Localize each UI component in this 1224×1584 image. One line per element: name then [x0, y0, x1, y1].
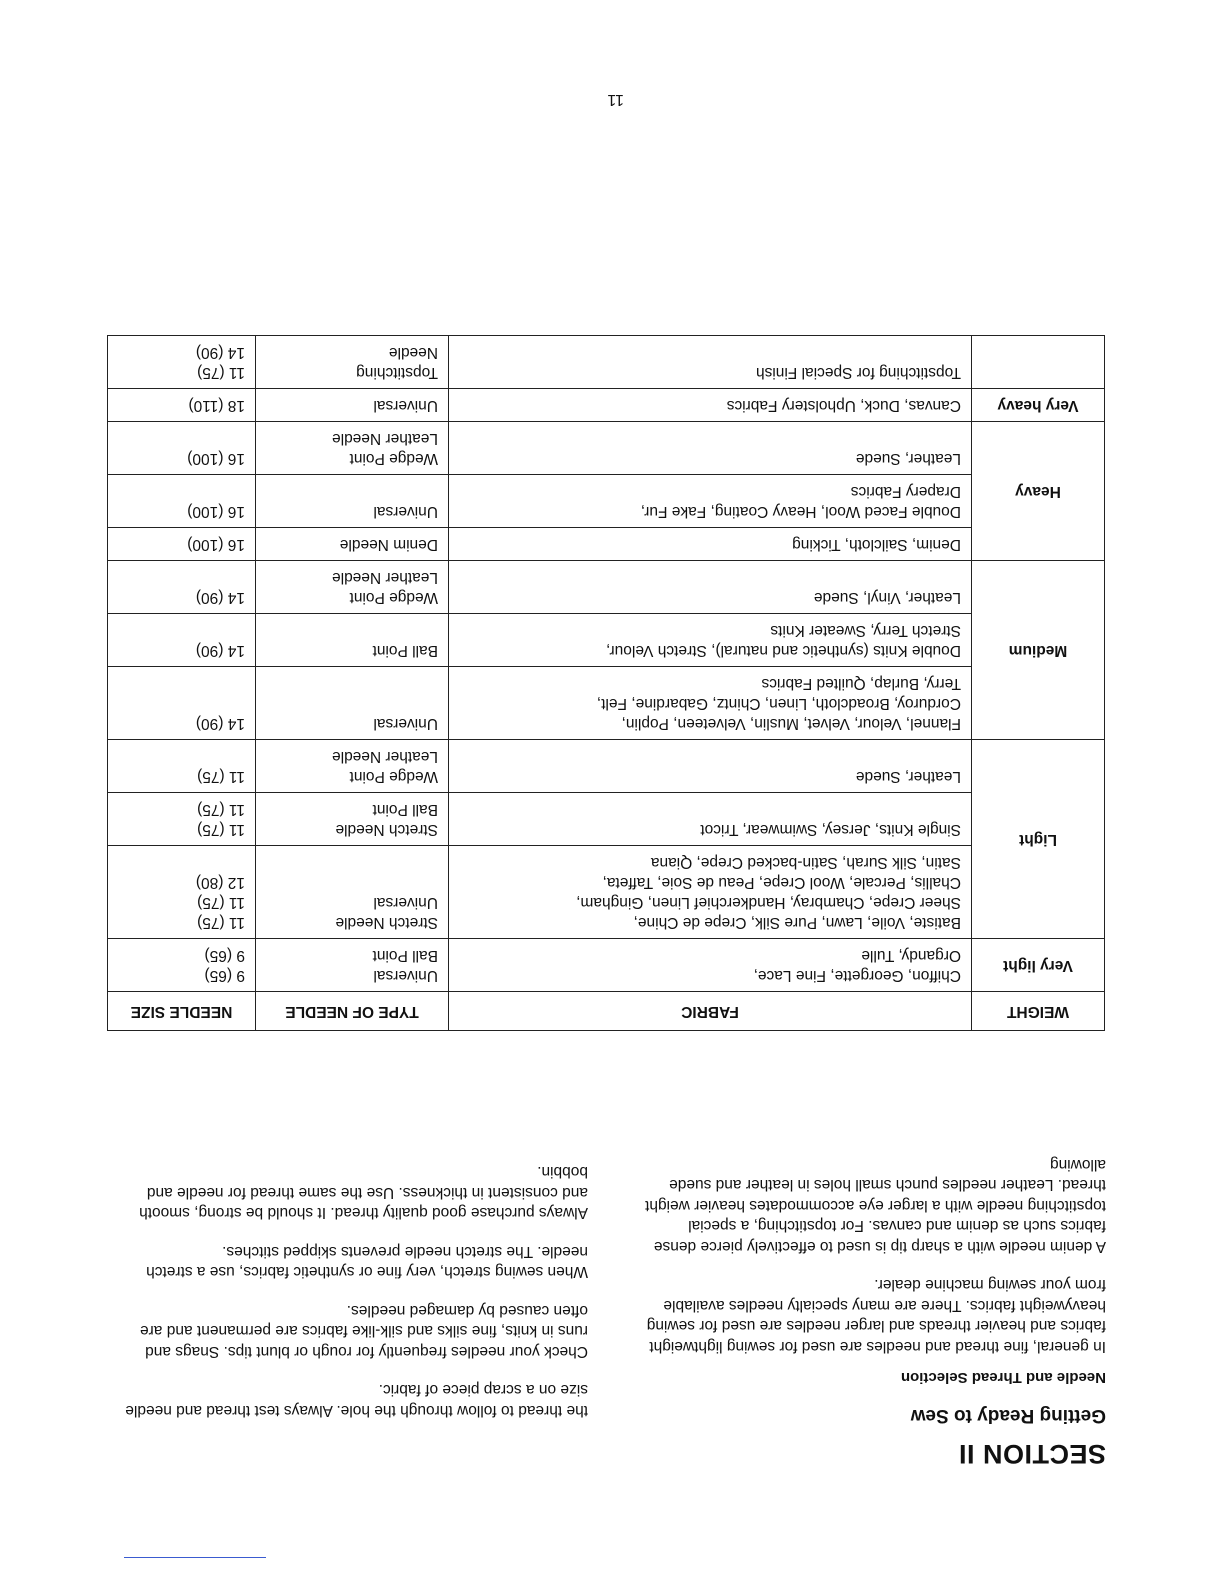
needle-type-cell-line: Leather Needle: [332, 430, 438, 447]
needle-type-cell: [256, 939, 449, 992]
section-heading: Needle and Thread Selection: [900, 1369, 1106, 1386]
table-row: [108, 389, 1105, 422]
needle-size-cell-line: 11 (75): [197, 821, 245, 838]
table-row: [108, 422, 1105, 475]
paragraph: In general, fine thread and needles are used for sewing lightweight fabrics and heavier threads and larger needles are used for sewing heavyweight fabrics. There are many specialty needles available from your sewing machine dealer.: [646, 1276, 1106, 1355]
needle-type-cell: [256, 336, 449, 389]
needle-type-cell-line: Stretch Needle: [335, 914, 438, 931]
fabric-cell-line: Single Knits, Jersey, Swimwear, Tricot: [700, 821, 961, 838]
needle-type-cell-line: Ball Point: [372, 642, 438, 659]
left-column: [636, 1136, 1106, 1357]
needle-type-cell-line: Universal: [373, 715, 438, 732]
fabric-cell-line: Double Knits (synthetic and natural), Stretch Velour,: [606, 642, 961, 659]
needle-type-cell-line: Denim Needle: [339, 536, 438, 553]
table-row: [108, 475, 1105, 528]
needle-size-cell-line: 9 (65): [204, 947, 245, 964]
needle-type-cell: [256, 614, 449, 667]
needle-size-cell: [108, 939, 256, 992]
needle-size-cell-line: 12 (80): [195, 874, 245, 891]
needle-type-cell-line: Leather Needle: [332, 569, 438, 586]
needle-type-cell-line: Wedge Point: [349, 450, 438, 467]
fabric-cell: [449, 614, 972, 667]
fabric-cell-line: Terry, Burlap, Quilted Fabrics: [761, 675, 961, 692]
scan-mark: [124, 1557, 266, 1558]
fabric-cell-line: Double Faced Wool, Heavy Coating, Fake Fur,: [640, 503, 961, 520]
page-number: 11: [607, 91, 624, 108]
table-row: [108, 939, 1105, 992]
needle-size-cell: [108, 846, 256, 939]
fabric-cell: [449, 422, 972, 475]
needle-type-cell-line: Universal: [373, 503, 438, 520]
needle-type-cell: [256, 667, 449, 740]
needle-size-cell-line: 14 (90): [195, 589, 245, 606]
needle-type-cell-line: Topstitching: [356, 364, 438, 381]
fabric-cell-line: Sheer Crepe, Chambray, Handkerchief Linen, Gingham,: [576, 894, 961, 911]
fabric-cell: [449, 389, 972, 422]
fabric-cell-line: Leather, Suede: [855, 768, 961, 785]
needle-type-cell: [256, 846, 449, 939]
needle-size-cell: [108, 389, 256, 422]
table-row: [108, 793, 1105, 846]
needle-size-cell-line: 16 (100): [187, 503, 245, 520]
needle-size-cell-line: 9 (65): [204, 967, 245, 984]
needle-type-cell-line: Ball Point: [372, 801, 438, 818]
fabric-cell: [449, 475, 972, 528]
needle-type-cell: [256, 475, 449, 528]
needle-type-cell-line: Wedge Point: [349, 589, 438, 606]
needle-type-cell-line: Universal: [373, 967, 438, 984]
table-row: [108, 561, 1105, 614]
table-row: [108, 336, 1105, 389]
fabric-cell: [449, 528, 972, 561]
header-fabric: FABRIC: [449, 992, 972, 1031]
needle-size-cell-line: 14 (90): [195, 642, 245, 659]
fabric-cell-line: Organdy, Tulle: [861, 947, 961, 964]
fabric-cell-line: Chiffon, Georgette, Fine Lace,: [753, 967, 961, 984]
needle-type-cell: [256, 389, 449, 422]
table-row: [108, 614, 1105, 667]
paragraph: the thread to follow through the hole. Always test thread and needle size on a scrap piece of fabric.: [125, 1381, 588, 1419]
weight-cell: Very light: [972, 939, 1105, 992]
needle-type-cell: [256, 528, 449, 561]
needle-type-cell: [256, 561, 449, 614]
needle-size-cell: [108, 667, 256, 740]
fabric-cell-line: Canvas, Duck, Upholstery Fabrics: [726, 397, 961, 414]
paragraph: A denim needle with a sharp tip is used to effectively pierce dense fabrics such as denim and canvas. For topstitching, a special topstitching needle with a larger eye accommodates heavier weight thread. Leather needles punch small holes in leather and suede allowing: [645, 1156, 1106, 1255]
fabric-cell: [449, 667, 972, 740]
weight-cell: Heavy: [972, 422, 1105, 561]
table-row: [108, 528, 1105, 561]
page-subtitle: Getting Ready to Sew: [910, 1405, 1106, 1426]
paragraph: Always purchase good quality thread. It should be strong, smooth and consistent in thickness. Use the same thread for needle and bobbin.: [139, 1163, 588, 1222]
needle-size-cell: [108, 528, 256, 561]
needle-size-cell: [108, 561, 256, 614]
fabric-cell-line: Leather, Vinyl, Suede: [813, 589, 961, 606]
fabric-cell-line: Challis, Percale, Wool Crepe, Peau de Soie, Taffeta,: [602, 874, 961, 891]
needle-size-cell-line: 18 (110): [188, 397, 245, 414]
fabric-cell: [449, 561, 972, 614]
needle-size-cell-line: 14 (90): [195, 715, 245, 732]
needle-type-cell-line: Ball Point: [372, 947, 438, 964]
needle-size-cell-line: 14 (90): [195, 344, 245, 361]
needle-type-cell-line: Universal: [373, 894, 438, 911]
needle-size-cell: [108, 740, 256, 793]
weight-cell: Very heavy: [972, 389, 1105, 422]
needle-size-cell: [108, 475, 256, 528]
fabric-cell: [449, 793, 972, 846]
fabric-cell-line: Flannel, Velour, Velvet, Muslin, Velveteen, Poplin,: [621, 715, 961, 732]
paragraph: When sewing stretch, very fine or synthetic fabrics, use a stretch needle. The stretch needle prevents skipped stitches.: [146, 1243, 588, 1281]
header-needle-size: NEEDLE SIZE: [108, 992, 256, 1031]
table-row: [108, 740, 1105, 793]
weight-cell: Medium: [972, 561, 1105, 740]
paragraph: Check your needles frequently for rough or blunt tips. Snags and runs in knits, fine silks and silk-like fabrics are permanent and are often caused by damaged needles.: [140, 1302, 588, 1360]
fabric-cell-line: Leather, Suede: [855, 450, 961, 467]
fabric-cell-line: Denim, Sailcloth, Ticking: [792, 536, 961, 553]
fabric-cell: [449, 846, 972, 939]
table-row: [108, 846, 1105, 939]
needle-size-cell: [108, 614, 256, 667]
fabric-cell: [449, 939, 972, 992]
fabric-cell: [449, 336, 972, 389]
needle-size-cell-line: 16 (100): [187, 536, 245, 553]
needle-size-cell: [108, 422, 256, 475]
needle-size-cell-line: 16 (100): [187, 450, 245, 467]
section-title: SECTION II: [958, 1439, 1106, 1469]
fabric-cell: [449, 740, 972, 793]
fabric-cell-line: Corduroy, Broadcloth, Linen, Chintz, Gabardine, Felt,: [596, 695, 961, 712]
needle-type-cell: [256, 793, 449, 846]
weight-cell: Light: [972, 740, 1105, 939]
fabric-cell-line: Batiste, Voile, Lawn, Pure Silk, Crepe de Chine,: [633, 914, 961, 931]
weight-cell: [972, 336, 1105, 389]
fabric-cell-line: Stretch Terry, Sweater Knits: [770, 622, 961, 639]
table-header-row: [108, 992, 1105, 1031]
header-weight: WEIGHT: [972, 992, 1105, 1031]
fabric-cell-line: Drapery Fabrics: [850, 483, 961, 500]
needle-size-cell: [108, 336, 256, 389]
needle-type-cell-line: Stretch Needle: [335, 821, 438, 838]
needle-type-cell-line: Universal: [373, 397, 438, 414]
needle-size-cell-line: 11 (75): [197, 801, 245, 818]
needle-size-cell-line: 11 (75): [197, 914, 245, 931]
needle-size-cell-line: 11 (75): [197, 894, 245, 911]
table-body: [108, 336, 1105, 992]
needle-size-cell-line: 11 (75): [197, 768, 245, 785]
needle-type-cell-line: Leather Needle: [332, 748, 438, 765]
header-needle-type: TYPE OF NEEDLE: [256, 992, 449, 1031]
fabric-cell-line: Topstitching for Special Finish: [755, 364, 961, 381]
fabric-cell-line: Satin, Silk Surah, Satin-backed Crepe, Qiana: [650, 854, 961, 871]
needle-size-cell: [108, 793, 256, 846]
needle-type-cell: [256, 740, 449, 793]
needle-type-cell-line: Needle: [388, 344, 438, 361]
needle-type-cell: [256, 422, 449, 475]
needle-size-cell-line: 11 (75): [197, 364, 245, 381]
table-row: [108, 667, 1105, 740]
needle-type-cell-line: Wedge Point: [349, 768, 438, 785]
needle-table: [107, 335, 1105, 1031]
right-column: [118, 1143, 588, 1420]
